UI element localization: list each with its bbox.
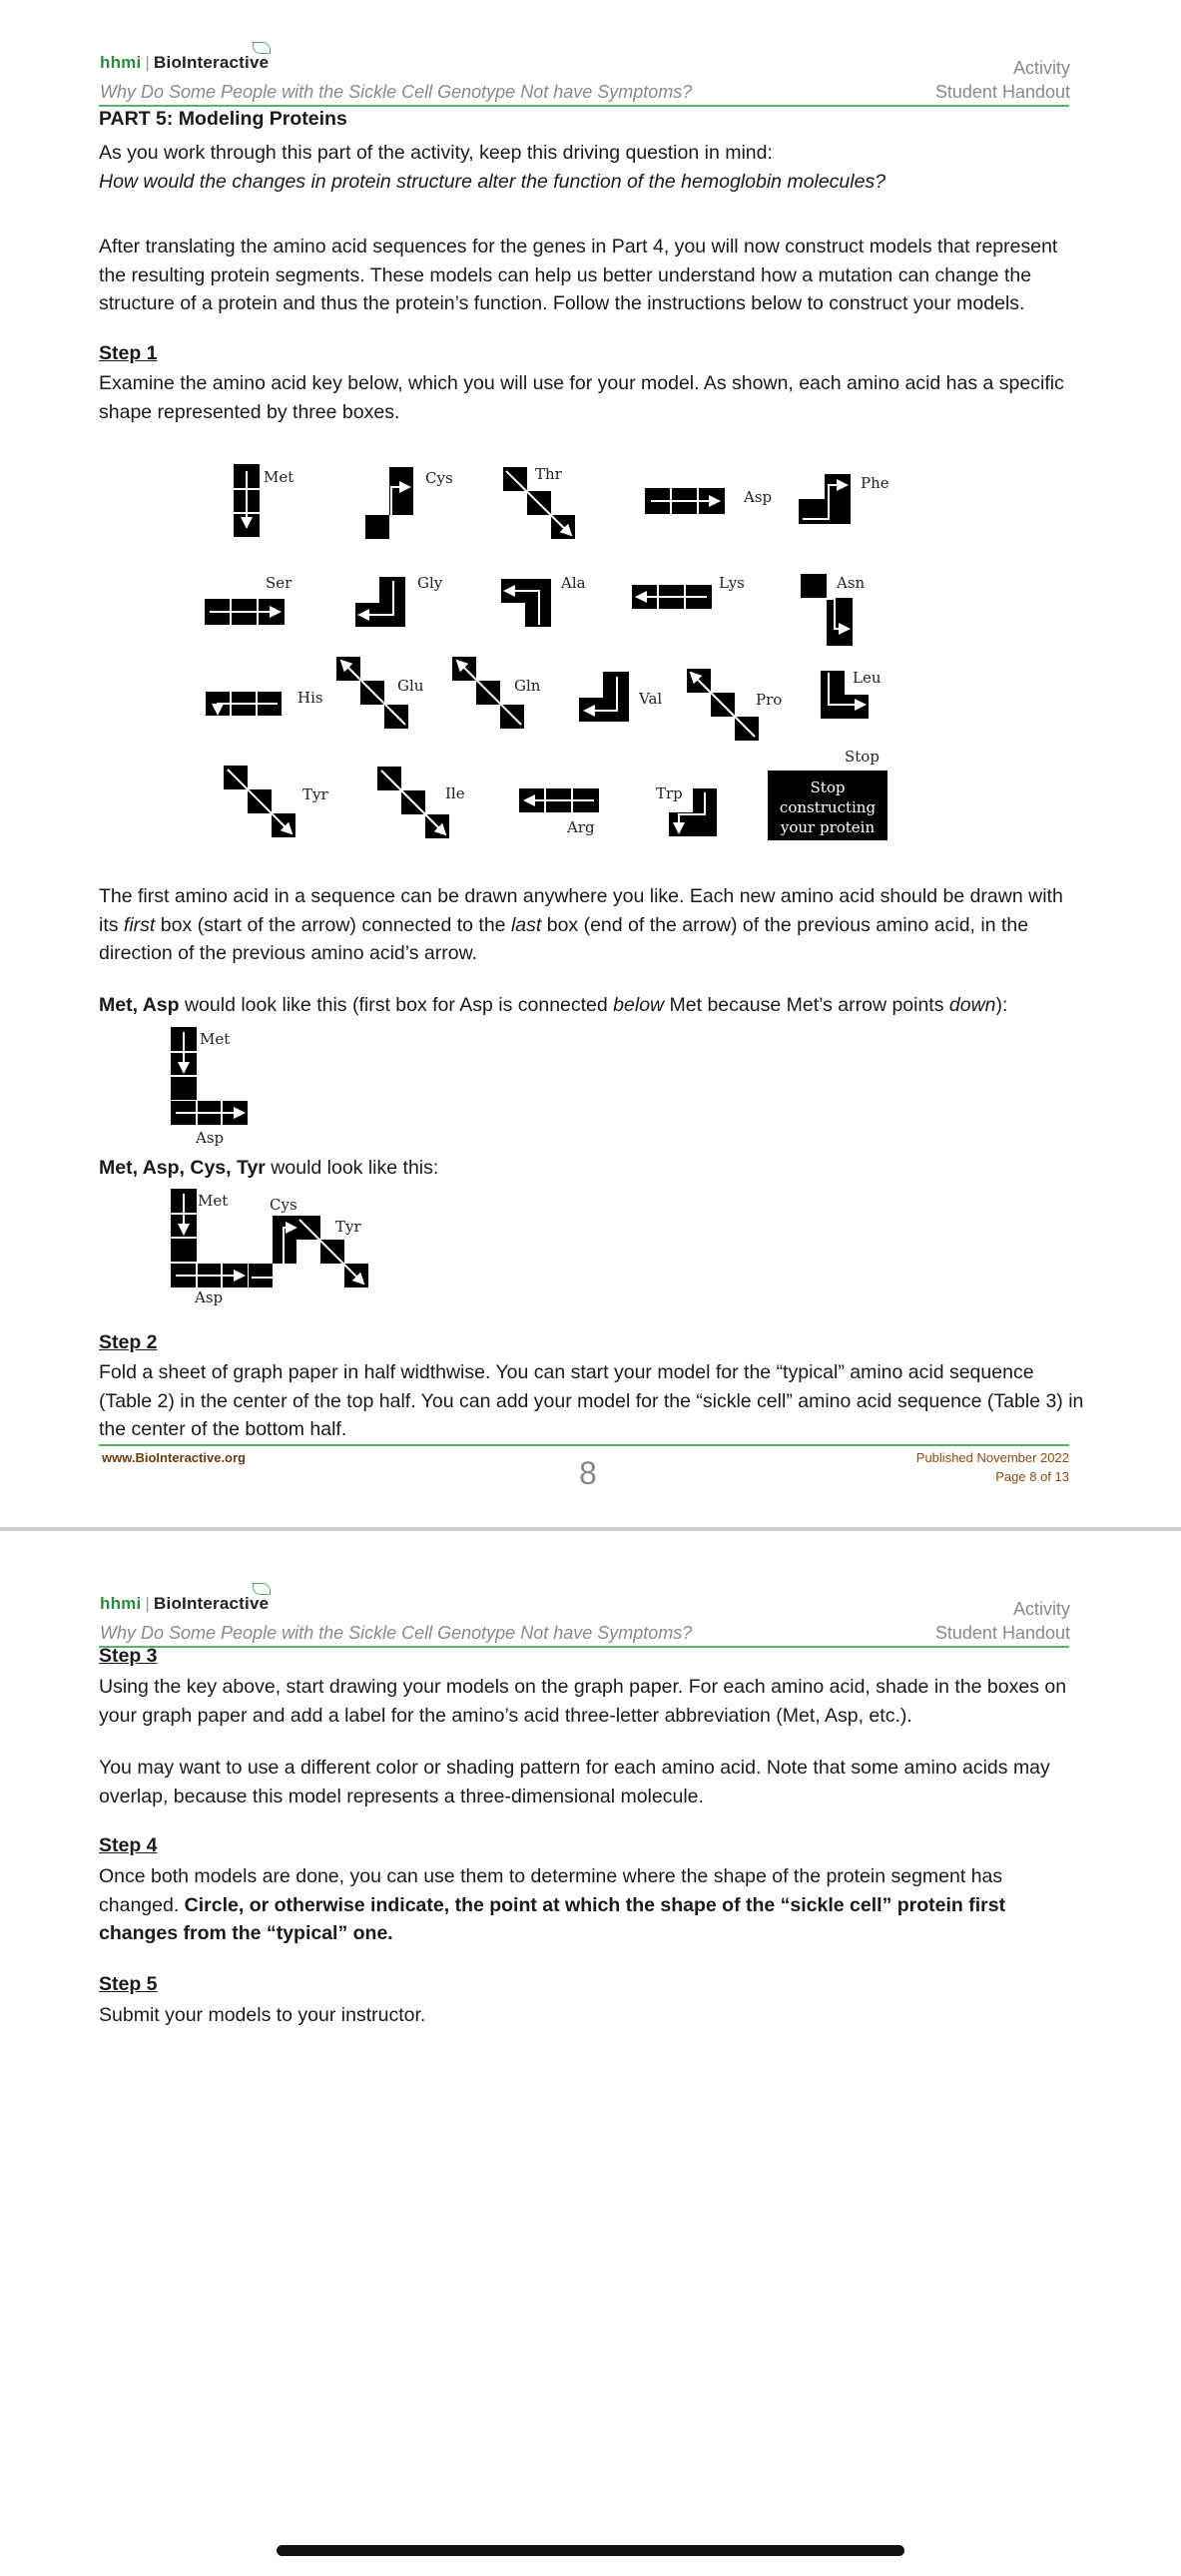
- label-gly: Gly: [417, 574, 443, 592]
- example2-caption: [99, 1154, 1087, 1183]
- example2-label-met: Met: [198, 1192, 229, 1210]
- val-shape: [579, 672, 629, 722]
- rules-text: box (end of the arrow) of the previous amino acid, in the: [541, 913, 1029, 936]
- label-pro: Pro: [756, 691, 783, 709]
- label-arg: Arg: [567, 818, 595, 836]
- pro-shape: [687, 669, 759, 741]
- header-handout: Student Handout: [934, 1623, 1070, 1643]
- label-met: Met: [264, 468, 295, 486]
- rules-line3: direction of the previous amino acid’s arrow.: [99, 942, 478, 964]
- rules-text: its: [99, 913, 124, 936]
- step4-heading: Step 4: [99, 1834, 158, 1856]
- step3-heading: Step 3: [99, 1645, 158, 1667]
- his-shape: [206, 692, 282, 716]
- stop-box-line3: your protein: [780, 818, 876, 836]
- home-indicator[interactable]: [277, 2545, 904, 2556]
- ile-shape: [377, 767, 449, 838]
- logo-hhmi: hhmi: [100, 53, 142, 72]
- page-separator: [0, 1527, 1181, 1531]
- intro-paragraph: After translating the amino acid sequences for the genes in Part 4, you will now construct models that represent the resulting protein segments. These models can help us better understand how a mutation can change the structure of a protein and thus the protein’s function. Follow the instructions below to construct your models.: [99, 236, 1058, 314]
- step3-text2: You may want to use a different color or shading pattern for each amino acid. Note that some amino acids may overlap, because this model represents a three-dimensional molecule.: [99, 1757, 1050, 1807]
- header-rule: [99, 1646, 1069, 1648]
- rules-line1: The first amino acid in a sequence can be drawn anywhere you like. Each new amino acid should be drawn with: [99, 885, 1063, 907]
- tyr-shape: [224, 766, 295, 837]
- header-logo: hhmi | BioInteractive: [100, 53, 270, 72]
- met-shape: [234, 464, 260, 537]
- footer-published: [916, 1448, 1069, 1486]
- label-cys: Cys: [425, 469, 453, 487]
- label-thr: Thr: [535, 465, 562, 483]
- logo-biointeractive: BioInteractive: [154, 1594, 270, 1613]
- label-gln: Gln: [514, 677, 541, 695]
- header-handout: Student Handout: [934, 82, 1070, 102]
- label-ile: Ile: [445, 784, 465, 802]
- logo-biointeractive: BioInteractive: [154, 53, 270, 72]
- example1-text: Met because Met’s arrow points: [664, 994, 949, 1016]
- label-ala: Ala: [561, 574, 586, 592]
- footer-rule: [99, 1444, 1069, 1446]
- driving-question: How would the changes in protein structure alter the function of the hemoglobin molecules?: [99, 171, 886, 193]
- example1-caption: [99, 991, 1087, 1020]
- footer-page-of: Page 8 of 13: [995, 1469, 1069, 1484]
- lys-shape: [632, 585, 712, 609]
- step1-heading: Step 1: [99, 342, 158, 364]
- label-asp: Asp: [744, 488, 773, 506]
- label-val: Val: [639, 690, 663, 708]
- header-activity: Activity: [1012, 58, 1070, 78]
- step4-text-bold: Circle, or otherwise indicate, the point at which the shape of the “sickle cell” protein first changes from the “typical” one.: [99, 1893, 1006, 1944]
- example2-bold: Met, Asp, Cys, Tyr: [99, 1157, 266, 1179]
- arg-shape: [519, 788, 599, 812]
- label-tyr: Tyr: [302, 785, 328, 803]
- step2-heading: Step 2: [99, 1331, 158, 1353]
- intro-text: As you work through this part of the activity, keep this driving question in mind:: [99, 142, 773, 164]
- step4-text: [99, 1862, 1087, 1948]
- phe-shape: [799, 474, 851, 524]
- document-page-2: [0, 1533, 1181, 2576]
- gly-shape: [355, 577, 405, 627]
- label-glu: Glu: [397, 677, 424, 695]
- stop-box-line2: constructing: [779, 798, 877, 816]
- example1-text: would look like this (first box for Asp is connected: [179, 994, 614, 1016]
- label-asn: Asn: [837, 574, 866, 592]
- header-logo: hhmi | BioInteractive: [100, 1594, 270, 1613]
- header-activity: Activity: [1012, 1599, 1070, 1619]
- step4-text-plain: Once both models are done, you can use them to determine where the shape of the protein segment has changed.: [99, 1865, 1003, 1916]
- example1-label-asp: Asp: [196, 1129, 225, 1147]
- example2-text: would look like this:: [265, 1157, 439, 1179]
- example1-down: down: [948, 994, 996, 1016]
- step1-text: Examine the amino acid key below, which you will use for your model. As shown, each amino acid has a specific shape represented by three boxes.: [99, 372, 1064, 423]
- cys-shape: [365, 467, 413, 539]
- label-phe: Phe: [861, 474, 889, 492]
- logo-hhmi: hhmi: [100, 1594, 142, 1613]
- label-his: His: [297, 689, 323, 707]
- ala-shape: [501, 579, 551, 627]
- part-title: PART 5: Modeling Proteins: [99, 108, 347, 130]
- label-stop: Stop: [845, 748, 880, 766]
- example2-label-asp: Asp: [195, 1288, 224, 1306]
- label-ser: Ser: [266, 574, 293, 592]
- step2-text: Fold a sheet of graph paper in half widthwise. You can start your model for the “typical” amino acid sequence (Table 2) in the center of the top half. You can add your model for the “sickle cell” amino acid sequence (Table 3) in the center of the bottom half.: [99, 1361, 1084, 1440]
- step5-text: Submit your models to your instructor.: [99, 2004, 426, 2026]
- rules-paragraph: [99, 882, 1087, 968]
- footer-published-date: Published November 2022: [915, 1450, 1069, 1465]
- example1-below: below: [613, 994, 665, 1016]
- rules-last: last: [510, 913, 542, 936]
- label-lys: Lys: [719, 574, 745, 592]
- example2-label-cys: Cys: [270, 1196, 297, 1214]
- label-trp: Trp: [656, 784, 683, 802]
- rules-line2: [99, 911, 1087, 940]
- header-subtitle: Why Do Some People with the Sickle Cell Genotype Not have Symptoms?: [100, 1623, 693, 1643]
- example1-label-met: Met: [200, 1030, 231, 1048]
- rules-text: box (start of the arrow) connected to the: [155, 913, 511, 936]
- example2-label-tyr: Tyr: [335, 1218, 361, 1236]
- ser-shape: [205, 599, 285, 625]
- label-leu: Leu: [853, 669, 882, 687]
- footer-url: www.BioInteractive.org: [102, 1450, 246, 1465]
- step5-heading: Step 5: [99, 1973, 158, 1995]
- header-subtitle: Why Do Some People with the Sickle Cell Genotype Not have Symptoms?: [100, 82, 693, 102]
- asp-shape: [645, 488, 725, 514]
- rules-first: first: [123, 913, 156, 936]
- stop-box-line1: Stop: [810, 778, 846, 796]
- step3-text: Using the key above, start drawing your models on the graph paper. For each amino acid, shade in the boxes on your graph paper and add a label for the amino’s acid three-letter abbreviation (Met, Asp, etc.).: [99, 1676, 1067, 1727]
- example1-text: ):: [995, 994, 1008, 1016]
- footer-page-number: 8: [579, 1455, 597, 1491]
- example1-bold: Met, Asp: [99, 994, 180, 1016]
